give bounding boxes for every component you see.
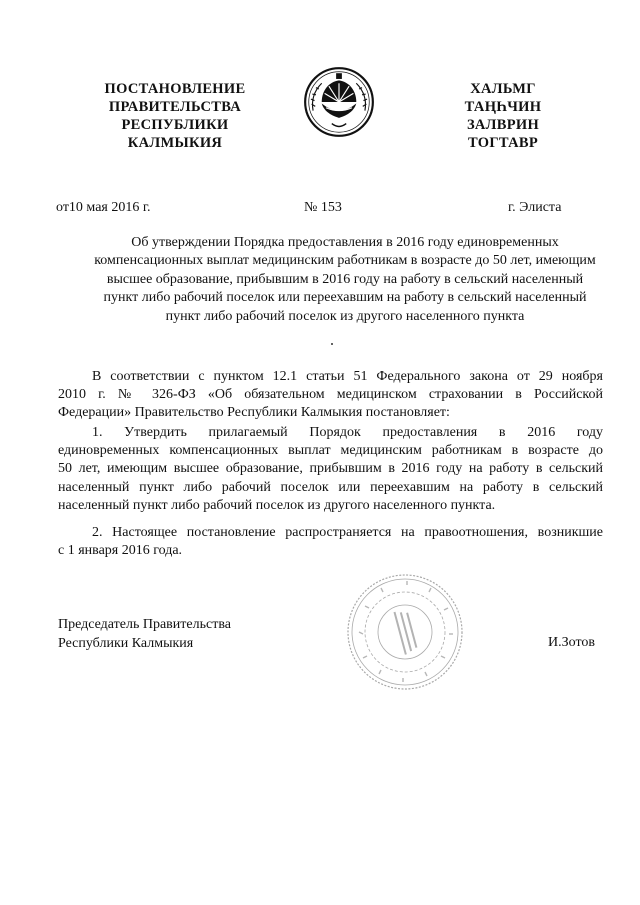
header-left-line: КАЛМЫКИЯ (127, 135, 223, 151)
document-city: г. Элиста (508, 200, 562, 215)
document-title (80, 234, 610, 326)
header-left-line: ПРАВИТЕЛЬСТВА (108, 99, 242, 115)
header-left-title (90, 80, 260, 152)
title-line: пункт либо рабочий поселок из другого населенного пункта (165, 308, 525, 324)
stray-dot (331, 343, 333, 345)
paragraph-line: 2. Настоящее постановление распространяется на правоотношения, возникшие (92, 525, 603, 540)
header-right-line: ТОГТАВР (467, 135, 539, 151)
header-right-line: ЗАЛВРИН (466, 117, 540, 133)
official-round-stamp-icon (345, 572, 465, 692)
paragraph-line: Федерации» Правительство Республики Калмыкия постановляет: (58, 405, 450, 421)
header-left-line: РЕСПУБЛИКИ (121, 117, 229, 133)
document-number: № 153 (304, 200, 342, 215)
header-right-title (448, 80, 558, 152)
paragraph-line: 50 лет, имеющим высшее образование, прибывшим в 2016 году на работу в сельский (58, 461, 603, 477)
title-line: высшее образование, прибывшим в 2016 году на работу в сельский населенный (106, 271, 584, 287)
title-line: компенсационных выплат медицинским работникам в возрасте до 50 лет, имеющим (94, 253, 596, 269)
paragraph-line: с 1 января 2016 года. (58, 543, 183, 559)
header-left-line: ПОСТАНОВЛЕНИЕ (104, 81, 246, 97)
document-date: от10 мая 2016 г. (56, 200, 151, 215)
signatory-name: И.Зотов (548, 635, 595, 650)
header-right-line: ТАҢҺЧИН (464, 99, 542, 115)
signatory-position (58, 616, 231, 653)
paragraph-line: единовременных компенсационных выплат медицинским работникам в возрасте до (58, 443, 603, 459)
preamble-paragraph (58, 368, 603, 423)
signatory-position-line: Республики Калмыкия (58, 635, 194, 651)
paragraph-line: населенный пункт либо рабочий поселок или переехавшим на работу в сельский (58, 479, 603, 495)
title-line: Об утверждении Порядка предоставления в 2016 году единовременных (131, 235, 559, 250)
coat-of-arms-emblem-icon (303, 66, 375, 138)
title-line: пункт либо рабочий поселок или переехавшим на работу в сельский населенный (103, 290, 587, 306)
clause-2-paragraph (58, 524, 603, 560)
signatory-position-line: Председатель Правительства (58, 617, 231, 632)
clause-1-paragraph (58, 424, 603, 515)
paragraph-line: 2010 г. № 326-ФЗ «Об обязательном медицинском страховании в Российской (58, 387, 603, 403)
paragraph-line: населенный пункт либо рабочий поселок из другого населенного пункта. (58, 497, 496, 513)
paragraph-line: В соответствии с пунктом 12.1 статьи 51 Федерального закона от 29 ноября (92, 369, 603, 384)
header-right-line: ХАЛЬМГ (470, 81, 536, 97)
paragraph-line: 1. Утвердить прилагаемый Порядок предоставления в 2016 году (92, 425, 603, 440)
